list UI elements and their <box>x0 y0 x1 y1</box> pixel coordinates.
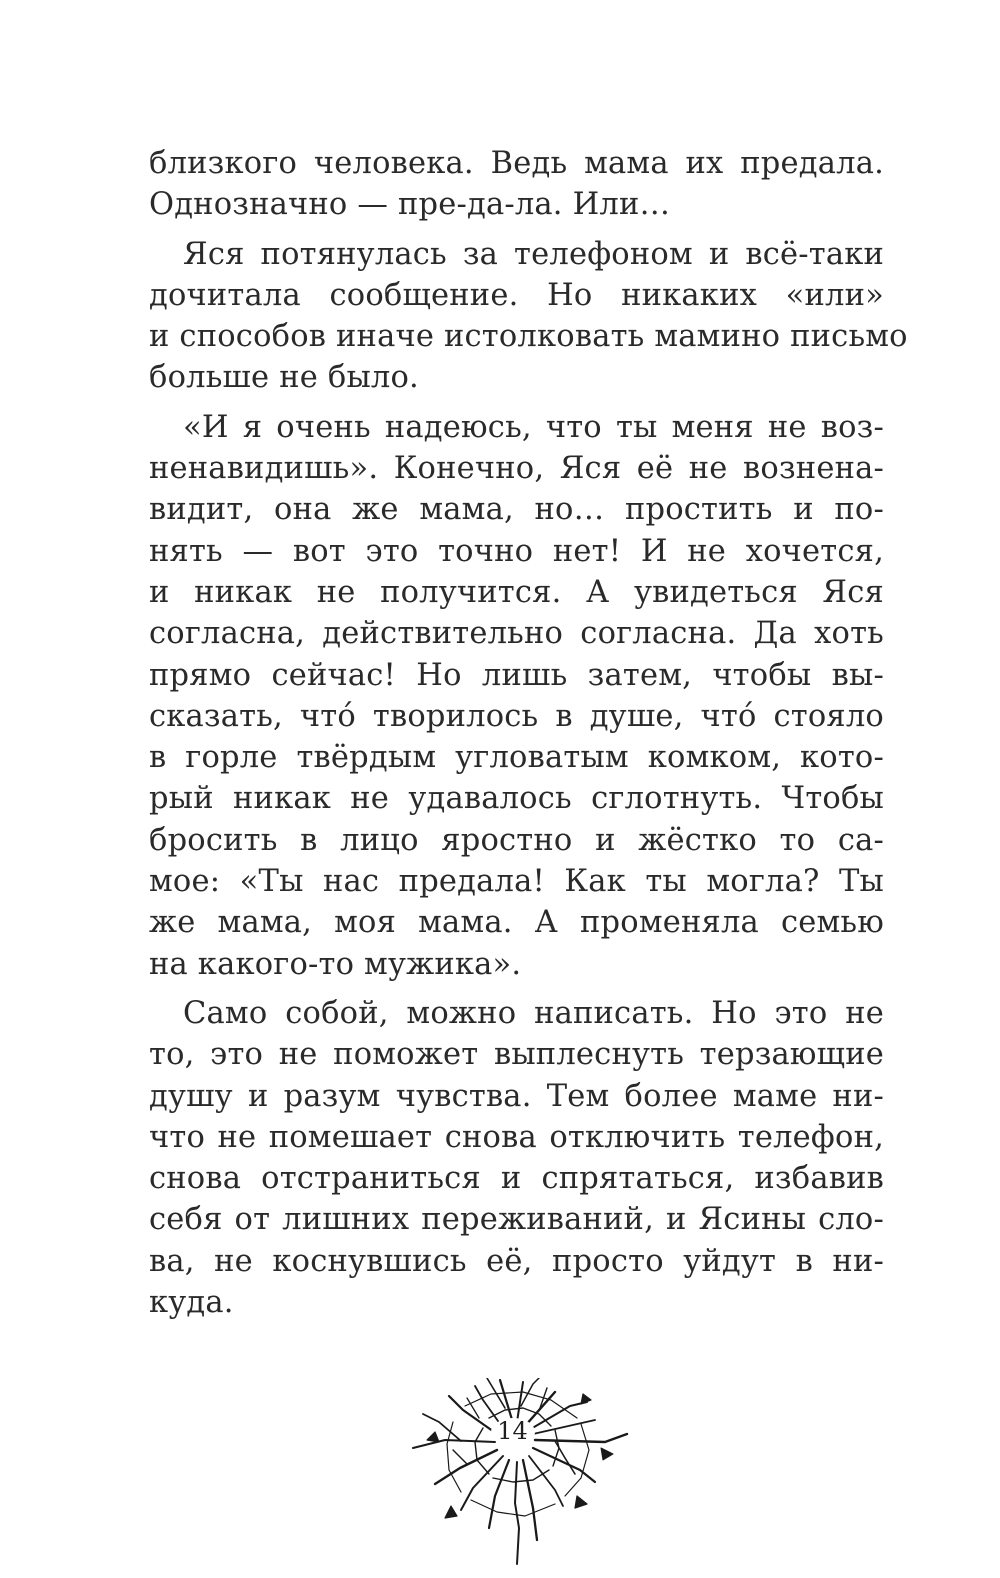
text-line: на какого-то мужика». <box>149 946 522 982</box>
text-line: Яся потянулась за телефоном и всё-таки <box>183 236 884 272</box>
text-line: нять — вот это точно нет! И не хочется, <box>149 533 884 569</box>
body-text <box>149 143 908 1323</box>
text-line: куда. <box>149 1285 234 1321</box>
text-line: прямо сейчас! Но лишь затем, чтобы вы- <box>149 657 884 693</box>
cracked-glass-icon <box>405 1378 630 1568</box>
text-line: близкого человека. Ведь мама их предала. <box>149 146 884 181</box>
text-line: то, это не поможет выплеснуть терзающие <box>149 1037 884 1073</box>
text-line: мое: «Ты нас предала! Как ты могла? Ты <box>149 864 884 900</box>
text-line: рый никак не удавалось сглотнуть. Чтобы <box>149 781 884 817</box>
text-line: Однозначно — пре-да-ла. Или… <box>149 187 671 223</box>
text-line: бросить в лицо яростно и жёстко то са- <box>149 822 884 858</box>
paragraph-3 <box>149 407 884 985</box>
text-line: себя от лишних переживаний, и Ясины сло- <box>149 1202 884 1238</box>
page-number: 14 <box>497 1417 528 1445</box>
page-footer <box>405 1378 630 1568</box>
text-line: и способов иначе истолковать мамино письмо <box>149 319 908 355</box>
text-line: видит, она же мама, но… простить и по- <box>149 492 884 528</box>
text-line: ва, не коснувшись её, просто уйдут в ни- <box>149 1243 884 1279</box>
paragraph-4 <box>149 993 884 1323</box>
text-line: «И я очень надеюсь, что ты меня не воз- <box>183 409 884 445</box>
text-line: в горле твёрдым угловатым комком, кото- <box>149 740 884 776</box>
text-line: больше не было. <box>149 360 419 396</box>
text-line: ненавидишь». Конечно, Яся её не вознена- <box>149 451 884 487</box>
text-line: душу и разум чувства. Тем более маме ни- <box>149 1078 884 1114</box>
text-line: снова отстраниться и спрятаться, избавив <box>149 1161 884 1197</box>
text-line: дочитала сообщение. Но никаких «или» <box>149 277 884 313</box>
text-line: и никак не получится. А увидеться Яся <box>149 574 884 610</box>
paragraph-2 <box>149 234 908 399</box>
text-line: же мама, моя мама. А променяла семью <box>149 905 884 941</box>
text-line: что не помешает снова отключить телефон, <box>149 1119 884 1155</box>
paragraph-1 <box>149 143 884 226</box>
text-line: сказать, что́ творилось в душе, что́ стояло <box>149 698 884 734</box>
text-line: Само собой, можно написать. Но это не <box>183 995 884 1031</box>
text-line: согласна, действительно согласна. Да хоть <box>149 616 884 652</box>
